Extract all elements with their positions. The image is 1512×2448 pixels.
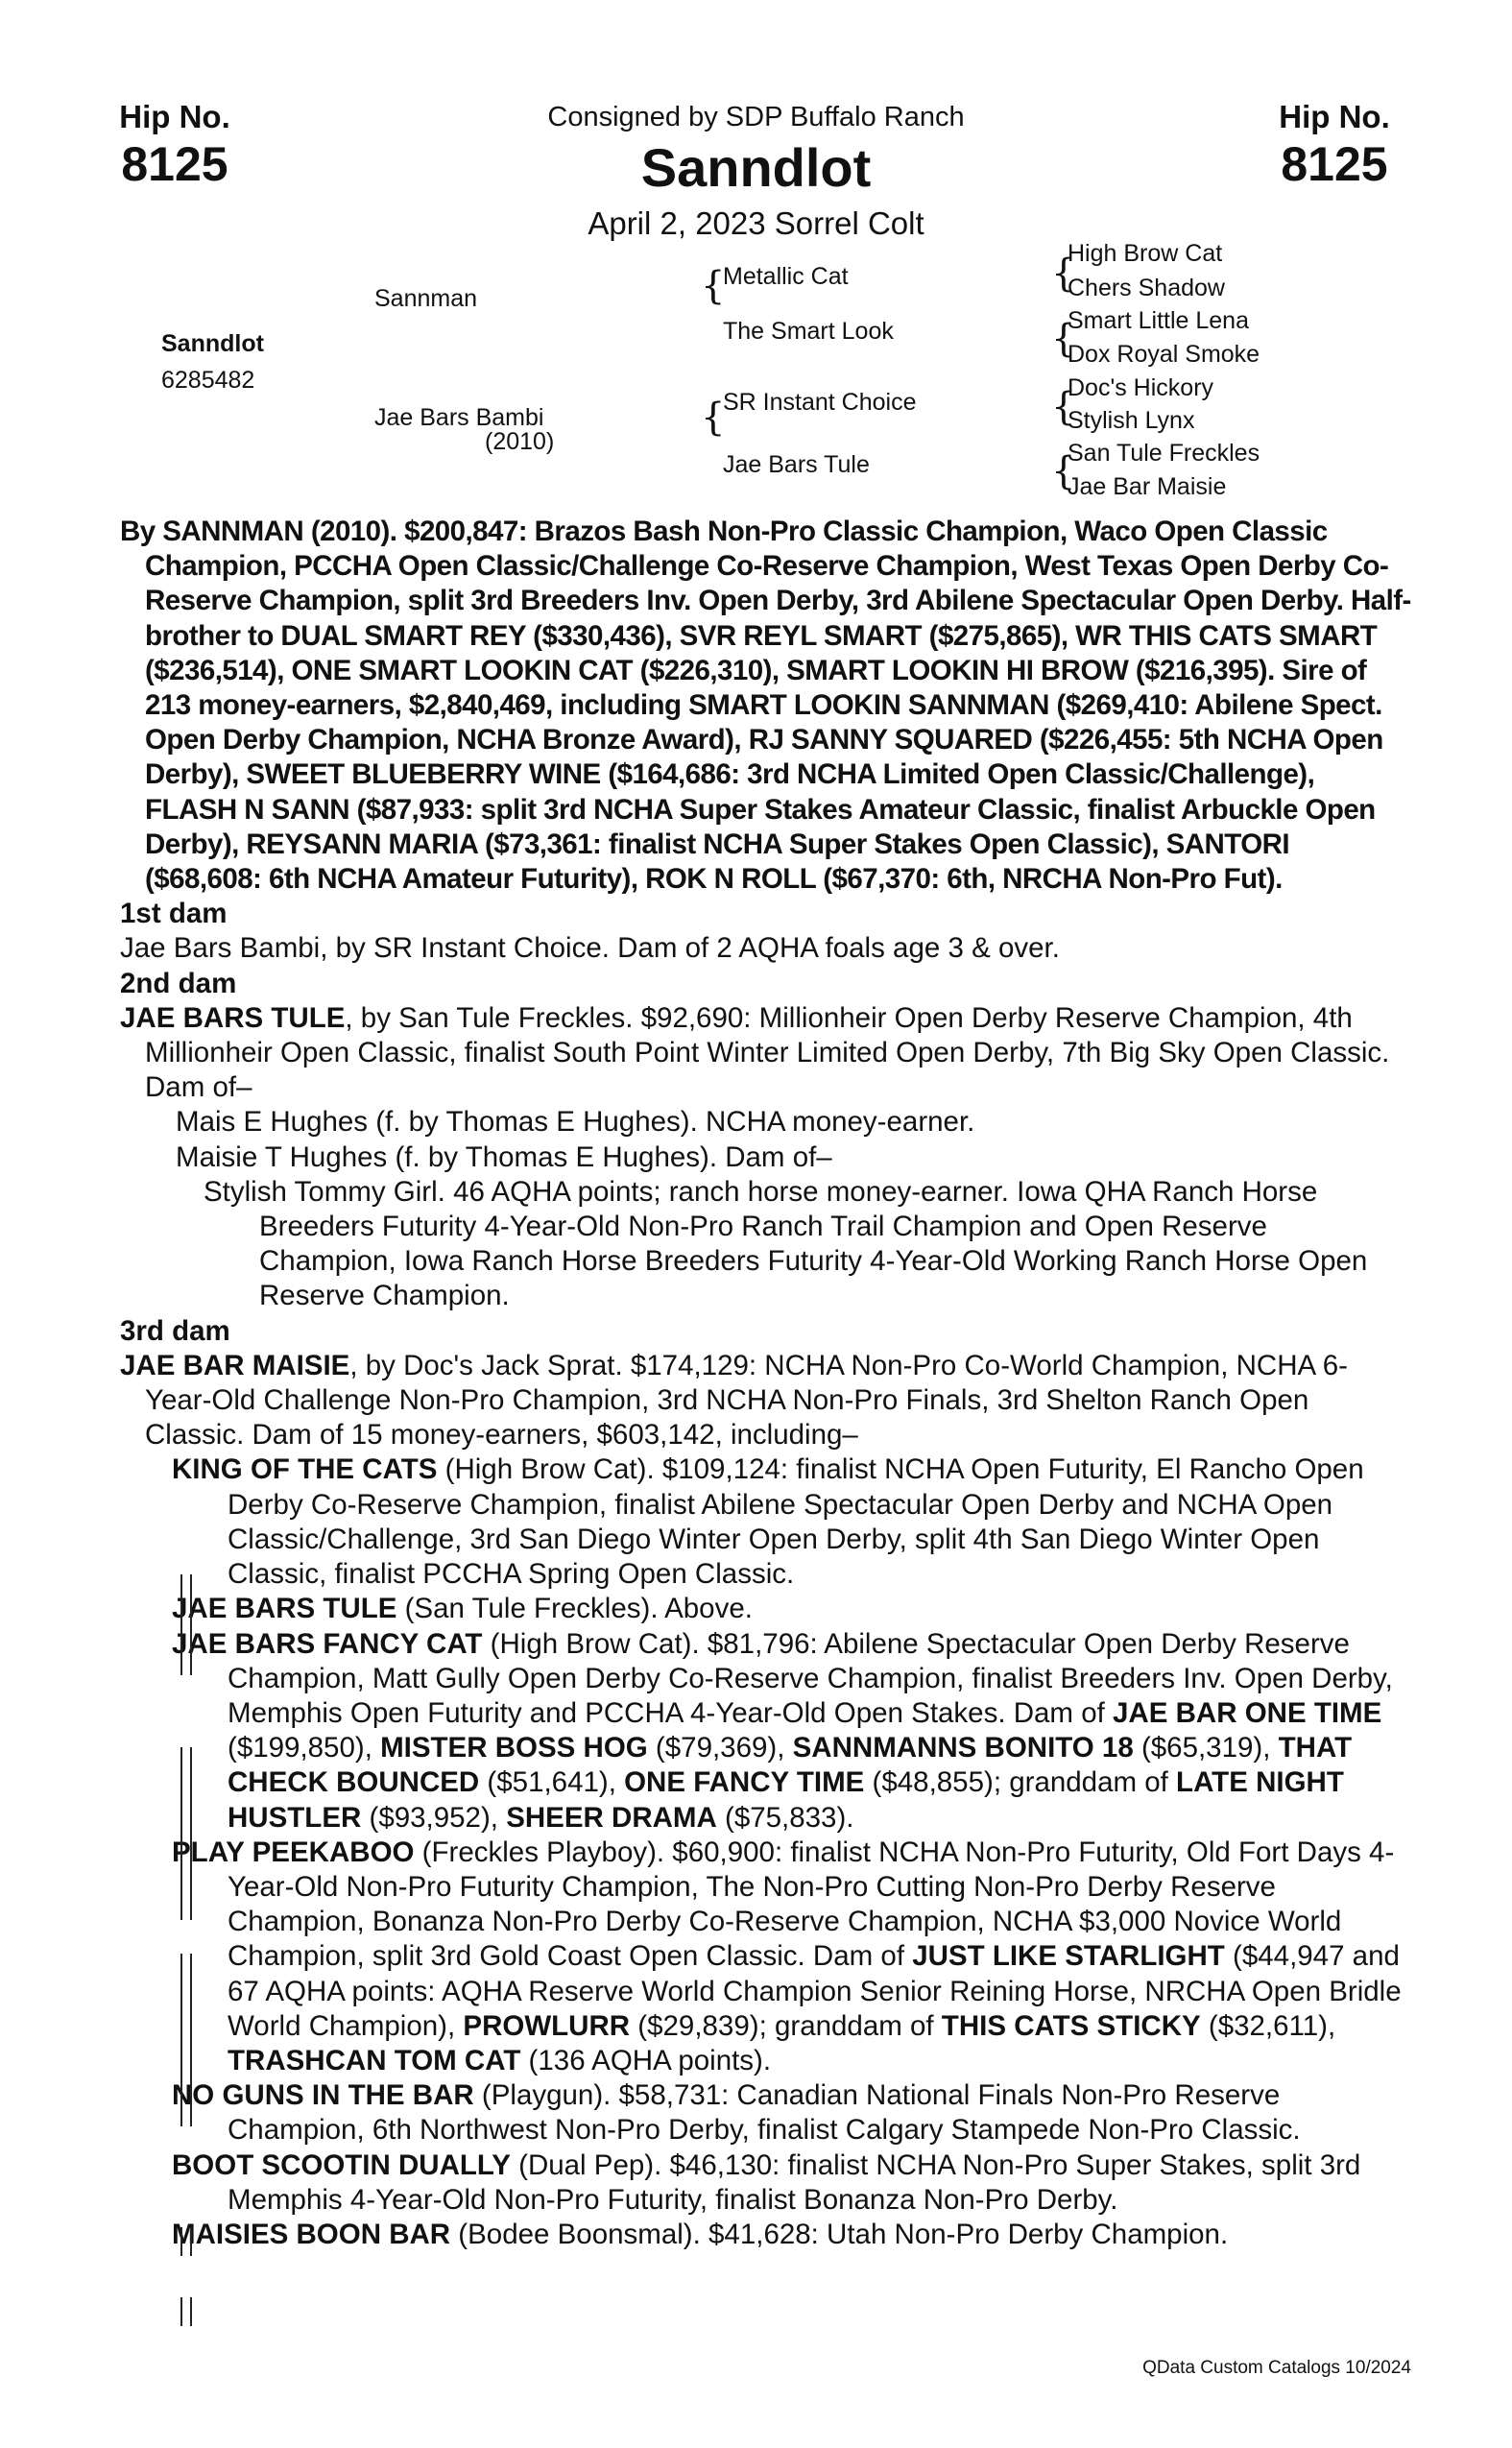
second-dam-heading: 2nd dam [120, 967, 237, 999]
pedigree-g2: Chers Shadow [1068, 275, 1225, 301]
pedigree-brace: { [1051, 449, 1076, 493]
second-dam-name: JAE BARS TULE [120, 1001, 346, 1034]
hip-label-right: Hip No. [1279, 99, 1390, 134]
third-dam-name: JAE BAR MAISIE [120, 1349, 350, 1381]
consignor: Consigned by SDP Buffalo Ranch [547, 102, 965, 132]
third-dam-heading: 3rd dam [120, 1314, 230, 1347]
pedigree-dam: Jae Bars Bambi [374, 404, 544, 431]
produce-entry: JAE BARS TULE (San Tule Freckles). Above. [172, 1593, 753, 1625]
horse-description: April 2, 2023 Sorrel Colt [588, 205, 924, 241]
pedigree-horse: Sanndlot [161, 330, 264, 357]
pedigree-dam-dam: Jae Bars Tule [723, 451, 870, 478]
pedigree-g3: Smart Little Lena [1068, 307, 1249, 334]
first-dam-text: Jae Bars Bambi, by SR Instant Choice. Dam of 2 AQHA foals age 3 & over. [120, 932, 1060, 965]
hip-label-left: Hip No. [119, 99, 230, 134]
sire-paragraph: By SANNMAN (2010). $200,847: Brazos Bash Non-Pro Classic Champion, Waco Open Classic Champion, PCCHA Open Classic/Challenge Co-Reserve Champion, West Texas Open Derby Co-Reserve Champion, split 3rd Breeders Inv. Open Derby, 3rd Abilene Spectacular Open Derby. Half-brother to DUAL SMART REY ($330,436), SVR REYL SMART ($275,865), WR THIS CATS SMART ($236,514), ONE SMART LOOKIN CAT ($226,310), SMART LOOKIN HI BROW ($216,395). Sire of 213 money-earners, $2,840,469, including SMART LOOKIN SANNMAN ($269,410: Abilene Spect. Open Derby Champion, NCHA Bronze Award), RJ SANNY SQUARED ($226,455: 5th NCHA Open Derby), SWEET BLUEBERRY WINE ($164,686: 3rd NCHA Limited Open Classic/Challenge), FLASH N SANN ($87,933: split 3rd NCHA Super Stakes Amateur Classic, finalist Arbuckle Open Derby), REYSANN MARIA ($73,361: finalist NCHA Super Stakes Open Classic), SANTORI ($68,608: 6th NCHA Amateur Futurity), ROK N ROLL ($67,370: 6th, NRCHA Non-Pro Fut). [120, 516, 1411, 896]
catalog-body [120, 515, 1411, 2252]
pedigree-g4: Dox Royal Smoke [1068, 341, 1260, 368]
produce-entry: PLAY PEEKABOO (Freckles Playboy). $60,900: finalist NCHA Non-Pro Futurity, Old Fort Days 4-Year-Old Non-Pro Futurity Champion, The Non-Pro Cutting Non-Pro Derby Reserve Champion, Bonanza Non-Pro Derby Co-Reserve Champion, NCHA $3,000 Novice World Champion, split 3rd Gold Coast Open Classic. Dam of JUST LIKE STARLIGHT ($44,947 and 67 AQHA points: AQHA Reserve World Champion Senior Reining Horse, NRCHA Open Bridle World Champion), PROWLURR ($29,839); granddam of THIS CATS STICKY ($32,611), TRASHCAN TOM CAT (136 AQHA points). [172, 1836, 1402, 2076]
pedigree-sire-dam: The Smart Look [723, 318, 894, 345]
pedigree-brace: { [1051, 252, 1076, 296]
produce-rule [180, 1574, 192, 1675]
produce-entry: MAISIES BOON BAR (Bodee Boonsmal). $41,628: Utah Non-Pro Derby Champion. [172, 2218, 1229, 2250]
pedigree-brace: { [1051, 385, 1076, 429]
first-dam-heading: 1st dam [120, 898, 228, 930]
produce-rule [180, 2227, 192, 2256]
pedigree-dam-year: (2010) [485, 428, 555, 455]
produce-rule [180, 1747, 192, 1920]
pedigree-g5: Doc's Hickory [1068, 374, 1214, 401]
pedigree-brace: { [701, 264, 726, 308]
pedigree-g8: Jae Bar Maisie [1068, 473, 1227, 500]
pedigree-dam-sire: SR Instant Choice [723, 389, 917, 416]
pedigree-g6: Stylish Lynx [1068, 407, 1195, 434]
produce-entry: NO GUNS IN THE BAR (Playgun). $58,731: Canadian National Finals Non-Pro Reserve Champion, 6th Northwest Non-Pro Derby, finalist Calgary Stampede Non-Pro Classic. [172, 2079, 1301, 2147]
produce-entry: JAE BARS FANCY CAT (High Brow Cat). $81,796: Abilene Spectacular Open Derby Reserve Champion, Matt Gully Open Derby Co-Reserve Champion, finalist Breeders Inv. Open Derby, Memphis Open Futurity and PCCHA 4-Year-Old Open Stakes. Dam of JAE BAR ONE TIME ($199,850), MISTER BOSS HOG ($79,369), SANNMANNS BONITO 18 ($65,319), THAT CHECK BOUNCED ($51,641), ONE FANCY TIME ($48,855); granddam of LATE NIGHT HUSTLER ($93,952), SHEER DRAMA ($75,833). [172, 1627, 1393, 1834]
produce-rule [180, 2297, 192, 2326]
footer-credit: QData Custom Catalogs 10/2024 [1142, 2358, 1411, 2378]
produce-rule [180, 1954, 192, 2126]
pedigree-reg-number: 6285482 [161, 367, 255, 394]
pedigree-sire: Sannman [374, 285, 478, 312]
pedigree-brace: { [701, 396, 726, 440]
hip-number-left: 8125 [121, 137, 228, 191]
pedigree-g1: High Brow Cat [1068, 240, 1223, 267]
second-dam-grand-produce: Stylish Tommy Girl. 46 AQHA points; ranch horse money-earner. Iowa QHA Ranch Horse Breeders Futurity 4-Year-Old Non-Pro Ranch Trail Champion and Open Reserve Champion, Iowa Ranch Horse Breeders Futurity 4-Year-Old Working Ranch Horse Open Reserve Champion. [204, 1175, 1368, 1312]
second-dam-text: JAE BARS TULE, by San Tule Freckles. $92,690: Millionheir Open Derby Reserve Champion, 4th Millionheir Open Classic, finalist South Point Winter Limited Open Derby, 7th Big Sky Open Classic. Dam of– [120, 1001, 1390, 1104]
produce-entry: BOOT SCOOTIN DUALLY (Dual Pep). $46,130: finalist NCHA Non-Pro Super Stakes, split 3rd Memphis 4-Year-Old Non-Pro Futurity, finalist Bonanza Non-Pro Derby. [172, 2148, 1361, 2216]
second-dam-produce-2: Maisie T Hughes (f. by Thomas E Hughes). Dam of– [176, 1140, 832, 1173]
third-dam-text: JAE BAR MAISIE, by Doc's Jack Sprat. $174,129: NCHA Non-Pro Co-World Champion, NCHA 6-Year-Old Challenge Non-Pro Champion, 3rd NCHA Non-Pro Finals, 3rd Shelton Ranch Open Classic. Dam of 15 money-earners, $603,142, including– [120, 1349, 1348, 1452]
hip-number-right: 8125 [1281, 137, 1388, 191]
produce-entry: KING OF THE CATS (High Brow Cat). $109,124: finalist NCHA Open Futurity, El Rancho Open Derby Co-Reserve Champion, finalist Abilene Spectacular Open Derby and NCHA Open Classic/Challenge, 3rd San Diego Winter Open Derby, split 4th San Diego Winter Open Classic, finalist PCCHA Spring Open Classic. [172, 1453, 1364, 1591]
pedigree-sire-sire: Metallic Cat [723, 263, 849, 290]
pedigree-g7: San Tule Freckles [1068, 440, 1260, 467]
pedigree-brace: { [1051, 317, 1076, 361]
horse-name-title: Sanndlot [640, 137, 872, 198]
second-dam-produce-1: Mais E Hughes (f. by Thomas E Hughes). NCHA money-earner. [176, 1106, 975, 1139]
